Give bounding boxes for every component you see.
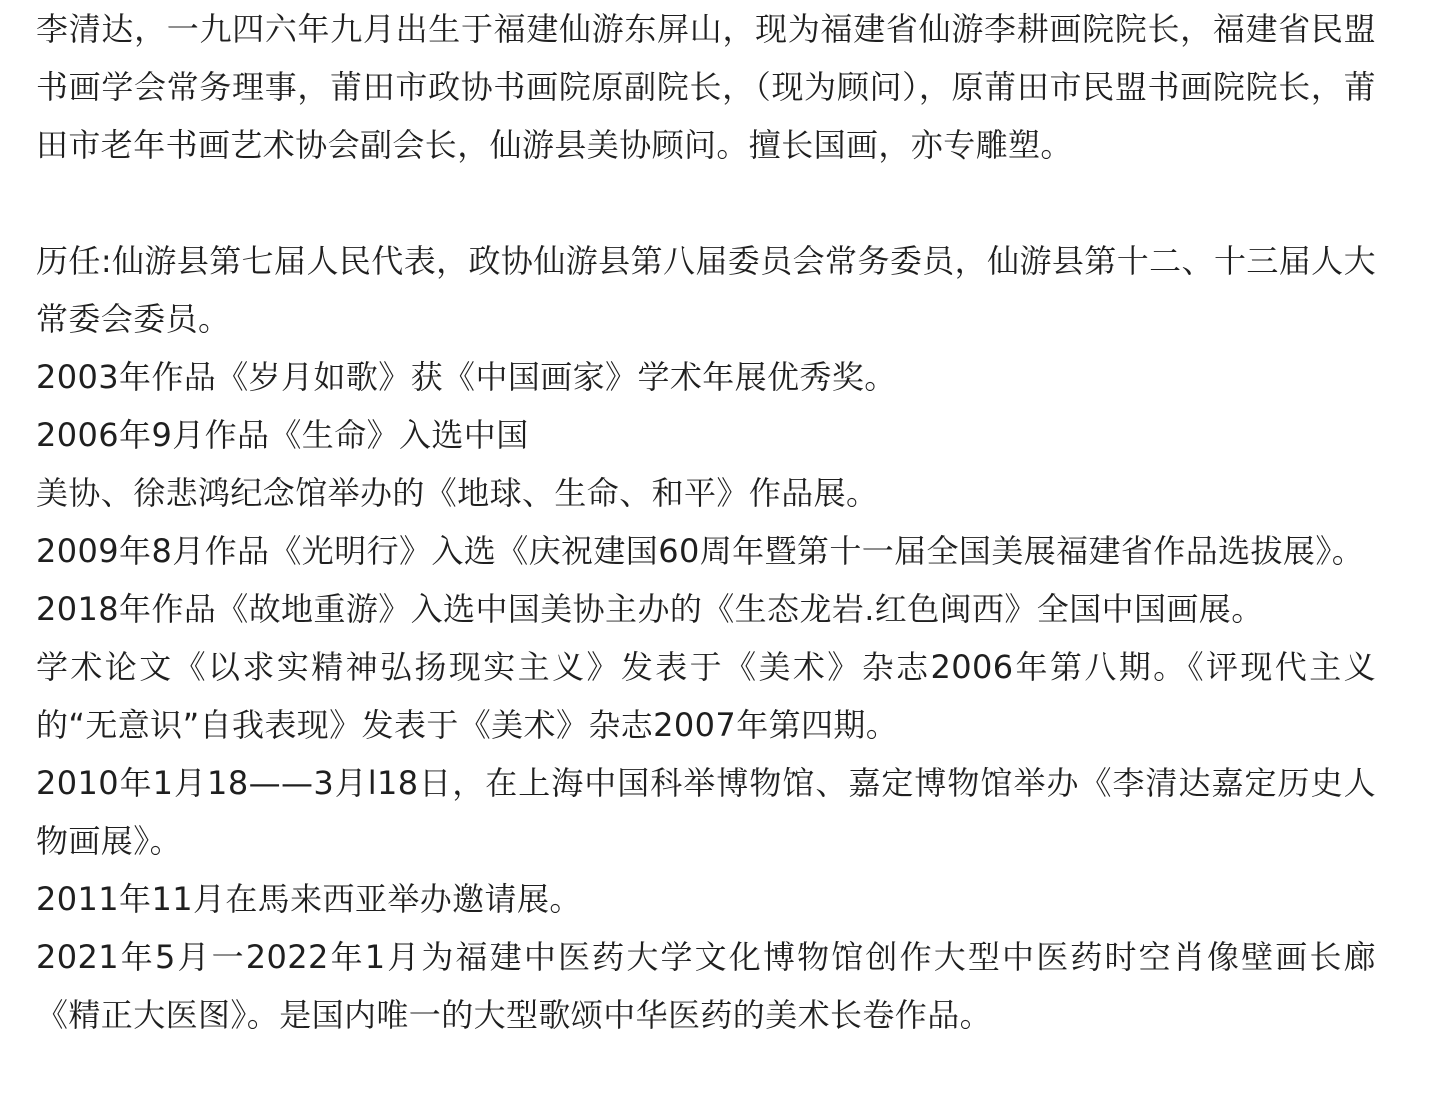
achievement-2006-line-2: 美协、徐悲鸿纪念馆举办的《地球、生命、和平》作品展。 [36,474,879,512]
intro-paragraph: 李清达，一九四六年九月出生于福建仙游东屏山，现为福建省仙游李耕画院院长，福建省民盟书画学会常务理事，莆田市政协书画院原副院长，（现为顾问），原莆田市民盟书画院院长，莆田市老年书画艺术协会副会长，仙游县美协顾问。擅长国画，亦专雕塑。 [36,10,1376,164]
paragraph-spacer [36,174,1376,232]
achievement-2003: 2003年作品《岁月如歌》获《中国画家》学术年展优秀奖。 [36,358,897,396]
achievement-2006-line-1: 2006年9月作品《生命》入选中国 [36,416,529,454]
positions-paragraph: 历任:仙游县第七届人民代表，政协仙游县第八届委员会常务委员，仙游县第十二、十三届人大常委会委员。 [36,242,1376,338]
achievement-2018: 2018年作品《故地重游》入选中国美协主办的《生态龙岩.红色闽西》全国中国画展。 [36,590,1264,628]
article-body [36,0,1376,1044]
achievement-2010: 2010年1月18——3月l18日，在上海中国科举博物馆、嘉定博物馆举办《李清达嘉定历史人物画展》。 [36,764,1376,860]
achievement-2011: 2011年11月在馬来西亚举办邀请展。 [36,880,582,918]
achievement-2021: 2021年5月一2022年1月为福建中医药大学文化博物馆创作大型中医药时空肖像壁画长廊《精正大医图》。是国内唯一的大型歌颂中华医药的美术长卷作品。 [36,938,1376,1034]
academic-papers: 学术论文《以求实精神弘扬现实主义》发表于《美术》杂志2006年第八期。《评现代主义的“无意识”自我表现》发表于《美术》杂志2007年第四期。 [36,648,1376,744]
achievement-2009: 2009年8月作品《光明行》入选《庆祝建国60周年暨第十一届全国美展福建省作品选拔展》。 [36,532,1365,570]
